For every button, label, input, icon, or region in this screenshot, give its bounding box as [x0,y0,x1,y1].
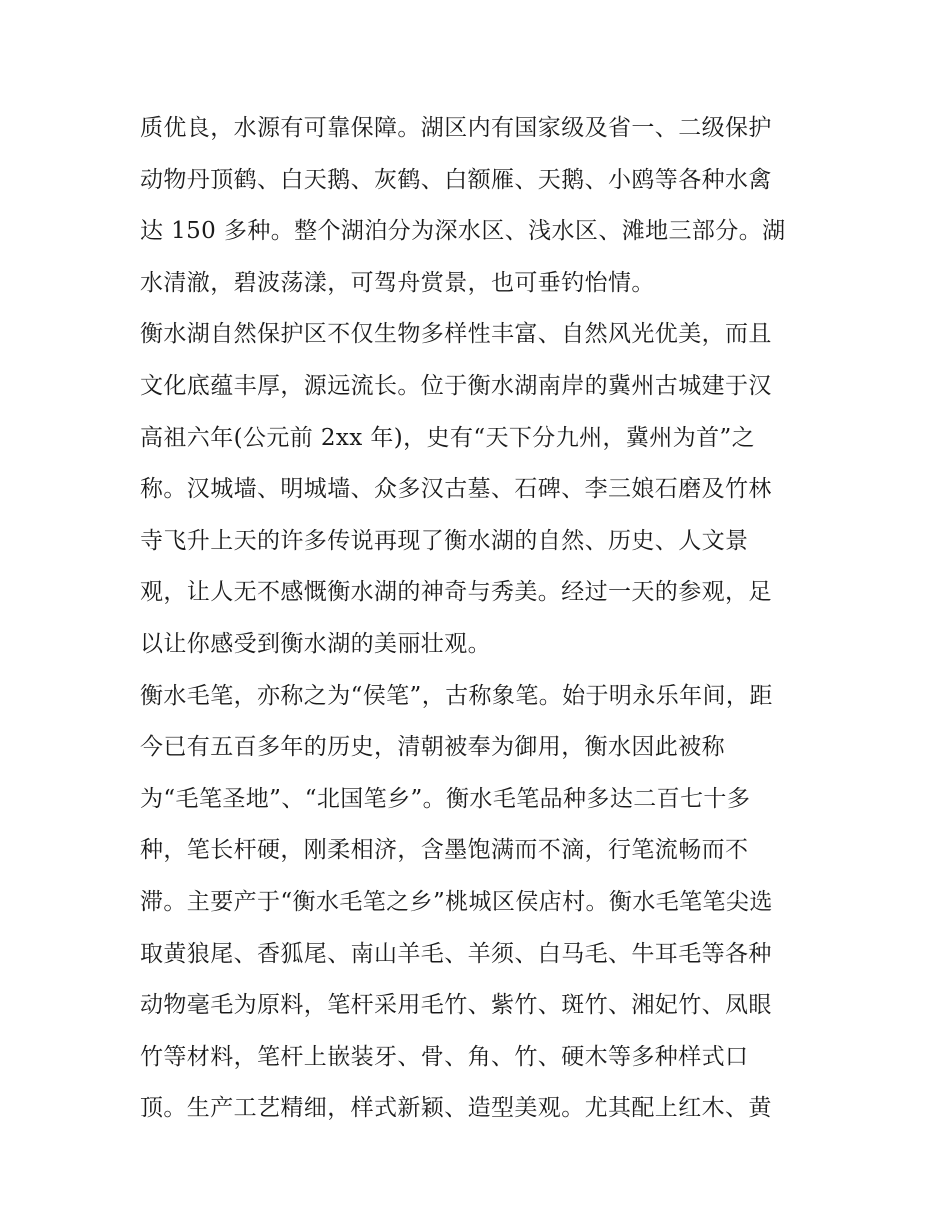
text-line: 达 150 多种。整个湖泊分为深水区、浅水区、滩地三部分。湖 [140,218,786,245]
text-line: 高祖六年(公元前 2xx 年)，史有“天下分九州，冀州为首”之 [140,424,756,451]
text-line: 衡水湖自然保护区不仅生物多样性丰富、自然风光优美，而且 [140,321,772,348]
text-line: 寺飞升上天的许多传说再现了衡水湖的自然、历史、人文景 [140,527,749,554]
text-line: 称。汉城墙、明城墙、众多汉古墓、石碑、李三娘石磨及竹林 [140,476,772,503]
text-line: 水清澈，碧波荡漾，可驾舟赏景，也可垂钓怡情。 [140,269,655,296]
document-body [140,103,820,1135]
text-line: 质优良，水源有可靠保障。湖区内有国家级及省一、二级保护 [140,115,772,141]
text-line: 滞。主要产于“衡水毛笔之乡”桃城区侯店村。衡水毛笔笔尖选 [140,888,773,915]
text-line: 为“毛笔圣地”、“北国笔乡”。衡水毛笔品种多达二百七十多 [140,785,751,812]
text-line: 今已有五百多年的历史，清朝被奉为御用，衡水因此被称 [140,734,725,761]
text-line: 衡水毛笔，亦称之为“侯笔”，古称象笔。始于明永乐年间，距 [140,682,773,709]
text-line: 动物丹顶鹤、白天鹅、灰鹤、白额雁、天鹅、小鸥等各种水禽 [140,166,772,193]
text-line: 竹等材料，笔杆上嵌装牙、骨、角、竹、硬木等多种样式口 [140,1043,749,1070]
text-line: 文化底蕴丰厚，源远流长。位于衡水湖南岸的冀州古城建于汉 [140,372,772,399]
text-line: 观，让人无不感慨衡水湖的神奇与秀美。经过一天的参观，足 [140,579,772,606]
text-line: 以让你感受到衡水湖的美丽壮观。 [140,630,491,657]
text-line: 种，笔长杆硬，刚柔相济，含墨饱满而不滴，行笔流畅而不 [140,837,749,864]
text-line: 动物毫毛为原料，笔杆采用毛竹、紫竹、斑竹、湘妃竹、凤眼 [140,992,772,1019]
text-line: 顶。生产工艺精细，样式新颖、造型美观。尤其配上红木、黄 [140,1095,772,1122]
text-line: 取黄狼尾、香狐尾、南山羊毛、羊须、白马毛、牛耳毛等各种 [140,940,772,967]
